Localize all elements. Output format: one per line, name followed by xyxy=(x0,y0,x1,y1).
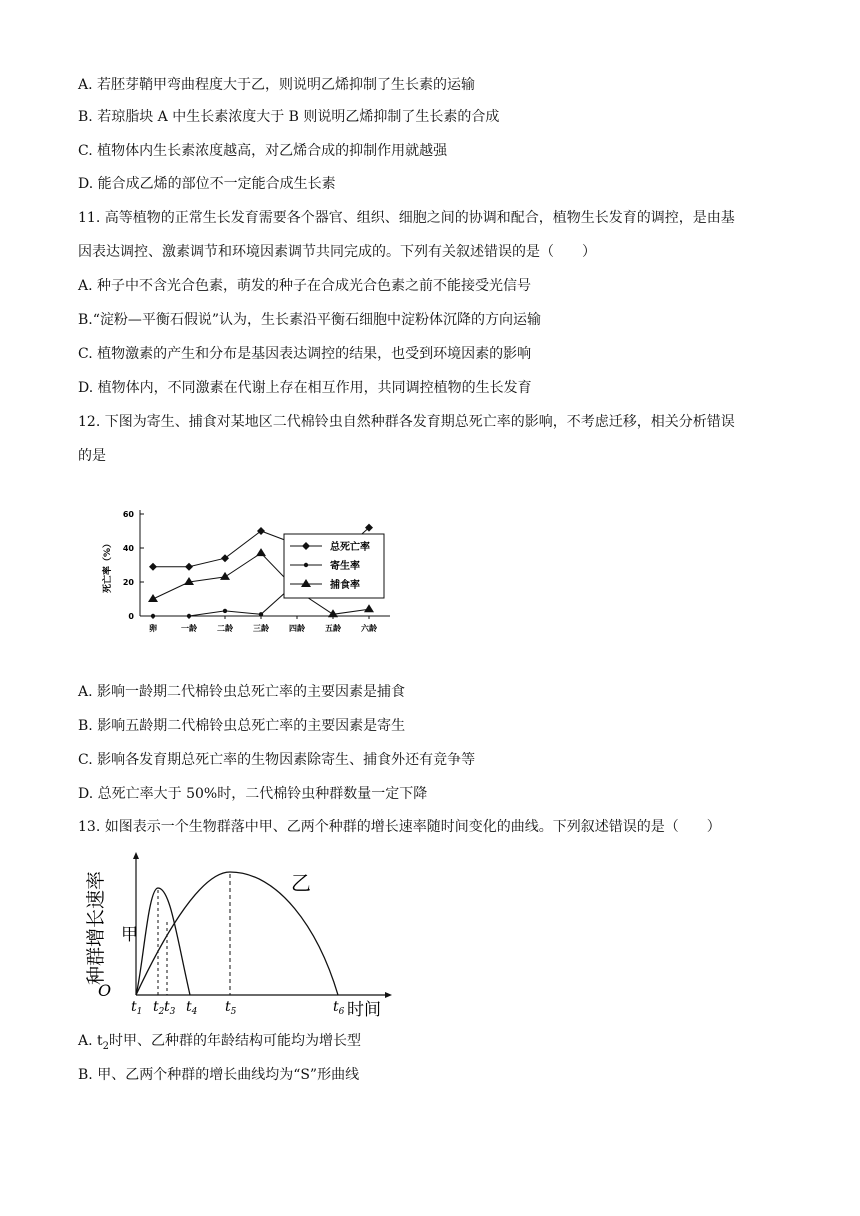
growth-rate-chart-content xyxy=(85,852,392,1018)
data-point-dot xyxy=(223,609,227,613)
time-tick-subscript: 2 xyxy=(158,1007,165,1017)
x-tick-label: 三龄 xyxy=(253,624,269,633)
y-tick-label: 0 xyxy=(128,612,134,621)
x-tick-label: 五龄 xyxy=(325,624,341,633)
q12-option-a: A. 影响一龄期二代棉铃虫总死亡率的主要因素是捕食 xyxy=(78,684,406,700)
y-axis-arrow xyxy=(133,852,139,859)
growth-rate-chart xyxy=(78,848,398,1018)
data-point-triangle xyxy=(148,594,158,602)
q11-option-c: C. 植物激素的产生和分布是基因表达调控的结果，也受到环境因素的影响 xyxy=(78,346,532,362)
data-point-diamond xyxy=(257,527,265,535)
y-axis-title: 死亡率（%） xyxy=(103,538,113,594)
mortality-chart xyxy=(100,496,400,636)
q11-option-b: B.“淀粉—平衡石假说”认为，生长素沿平衡石细胞中淀粉体沉降的方向运输 xyxy=(78,312,542,328)
q13-option-a-prefix: A. t xyxy=(78,1033,103,1049)
time-tick-subscript: 3 xyxy=(169,1007,176,1017)
q12-option-b: B. 影响五龄期二代棉铃虫总死亡率的主要因素是寄生 xyxy=(78,718,406,734)
time-tick-subscript: 4 xyxy=(191,1007,198,1017)
y-tick-label: 60 xyxy=(122,510,134,519)
x-tick-label: 一龄 xyxy=(181,624,197,633)
q10-option-a: A. 若胚芽鞘甲弯曲程度大于乙，则说明乙烯抑制了生长素的运输 xyxy=(78,77,476,93)
x-tick-label: 卵 xyxy=(149,624,157,633)
q12-stem-line1: 12. 下图为寄生、捕食对某地区二代棉铃虫自然种群各发育期总死亡率的影响，不考虑迁移，相关分析错误 xyxy=(78,414,735,430)
data-point-diamond xyxy=(221,554,229,562)
time-tick-label: $t_4$ xyxy=(186,999,198,1017)
time-tick-label: $t_1$ xyxy=(131,999,143,1017)
data-point-diamond xyxy=(185,563,193,571)
legend-label: 总死亡率 xyxy=(330,542,370,553)
y-axis-title: 种群增长速率 xyxy=(85,870,107,986)
data-point-triangle xyxy=(364,604,374,612)
legend-label: 捕食率 xyxy=(330,580,360,591)
q11-stem-line1: 11. 高等植物的正常生长发育需要各个器官、组织、细胞之间的协调和配合，植物生长发育的调控，是由基 xyxy=(78,210,735,226)
q13-option-a-text: 时甲、乙种群的年龄结构可能均为增长型 xyxy=(109,1033,362,1049)
data-point-triangle xyxy=(256,548,266,556)
time-tick-subscript: 1 xyxy=(136,1007,143,1017)
y-tick-label: 40 xyxy=(122,544,134,553)
x-tick-label: 六龄 xyxy=(361,624,377,633)
data-point-triangle xyxy=(220,572,230,580)
curve-label-jia: 甲 xyxy=(121,925,138,945)
q12-stem-line2: 的是 xyxy=(78,448,106,464)
time-tick-label: $t_5$ xyxy=(225,999,237,1017)
curve-label-yi: 乙 xyxy=(291,871,311,895)
q11-option-a: A. 种子中不含光合色素，萌发的种子在合成光合色素之前不能接受光信号 xyxy=(78,278,532,294)
data-point-dot xyxy=(259,612,263,616)
legend-label: 寄生率 xyxy=(330,561,360,572)
y-tick-label: 20 xyxy=(122,578,134,587)
q13-option-a-subscript: 2 xyxy=(102,1040,110,1052)
time-tick-subscript: 6 xyxy=(338,1007,345,1017)
x-axis-title: 时间 xyxy=(347,1000,381,1018)
data-point-dot xyxy=(187,614,191,618)
data-point-diamond xyxy=(149,563,157,571)
time-tick-label: $t_2$ xyxy=(153,999,165,1017)
data-point-dot xyxy=(151,614,155,618)
x-axis-arrow xyxy=(385,992,392,998)
q10-option-b: B. 若琼脂块 A 中生长素浓度大于 B 则说明乙烯抑制了生长素的合成 xyxy=(78,109,500,125)
q11-option-d: D. 植物体内，不同激素在代谢上存在相互作用，共同调控植物的生长发育 xyxy=(78,380,532,396)
time-tick-label: $t_6$ xyxy=(333,999,345,1017)
q11-stem-line2: 因表达调控、激素调节和环境因素调节共同完成的。下列有关叙述错误的是（ ） xyxy=(78,244,596,260)
q13-option-a xyxy=(78,1031,361,1057)
x-tick-label: 二龄 xyxy=(217,624,233,633)
q12-option-c: C. 影响各发育期总死亡率的生物因素除寄生、捕食外还有竞争等 xyxy=(78,752,476,768)
legend-marker-dot xyxy=(304,563,308,567)
q10-option-d: D. 能合成乙烯的部位不一定能合成生长素 xyxy=(78,176,336,192)
q13-stem: 13. 如图表示一个生物群落中甲、乙两个种群的增长速率随时间变化的曲线。下列叙述错误的是（ ） xyxy=(78,819,721,835)
time-tick-label: $t_3$ xyxy=(164,999,176,1017)
q10-option-c: C. 植物体内生长素浓度越高，对乙烯合成的抑制作用就越强 xyxy=(78,143,448,159)
mortality-chart-legend xyxy=(284,534,384,598)
q13-option-b: B. 甲、乙两个种群的增长曲线均为“S”形曲线 xyxy=(78,1067,360,1083)
origin-label: O xyxy=(98,981,112,1000)
x-tick-label: 四龄 xyxy=(289,624,305,633)
time-tick-subscript: 5 xyxy=(230,1007,237,1017)
q12-option-d: D. 总死亡率大于 50%时，二代棉铃虫种群数量一定下降 xyxy=(78,786,428,802)
